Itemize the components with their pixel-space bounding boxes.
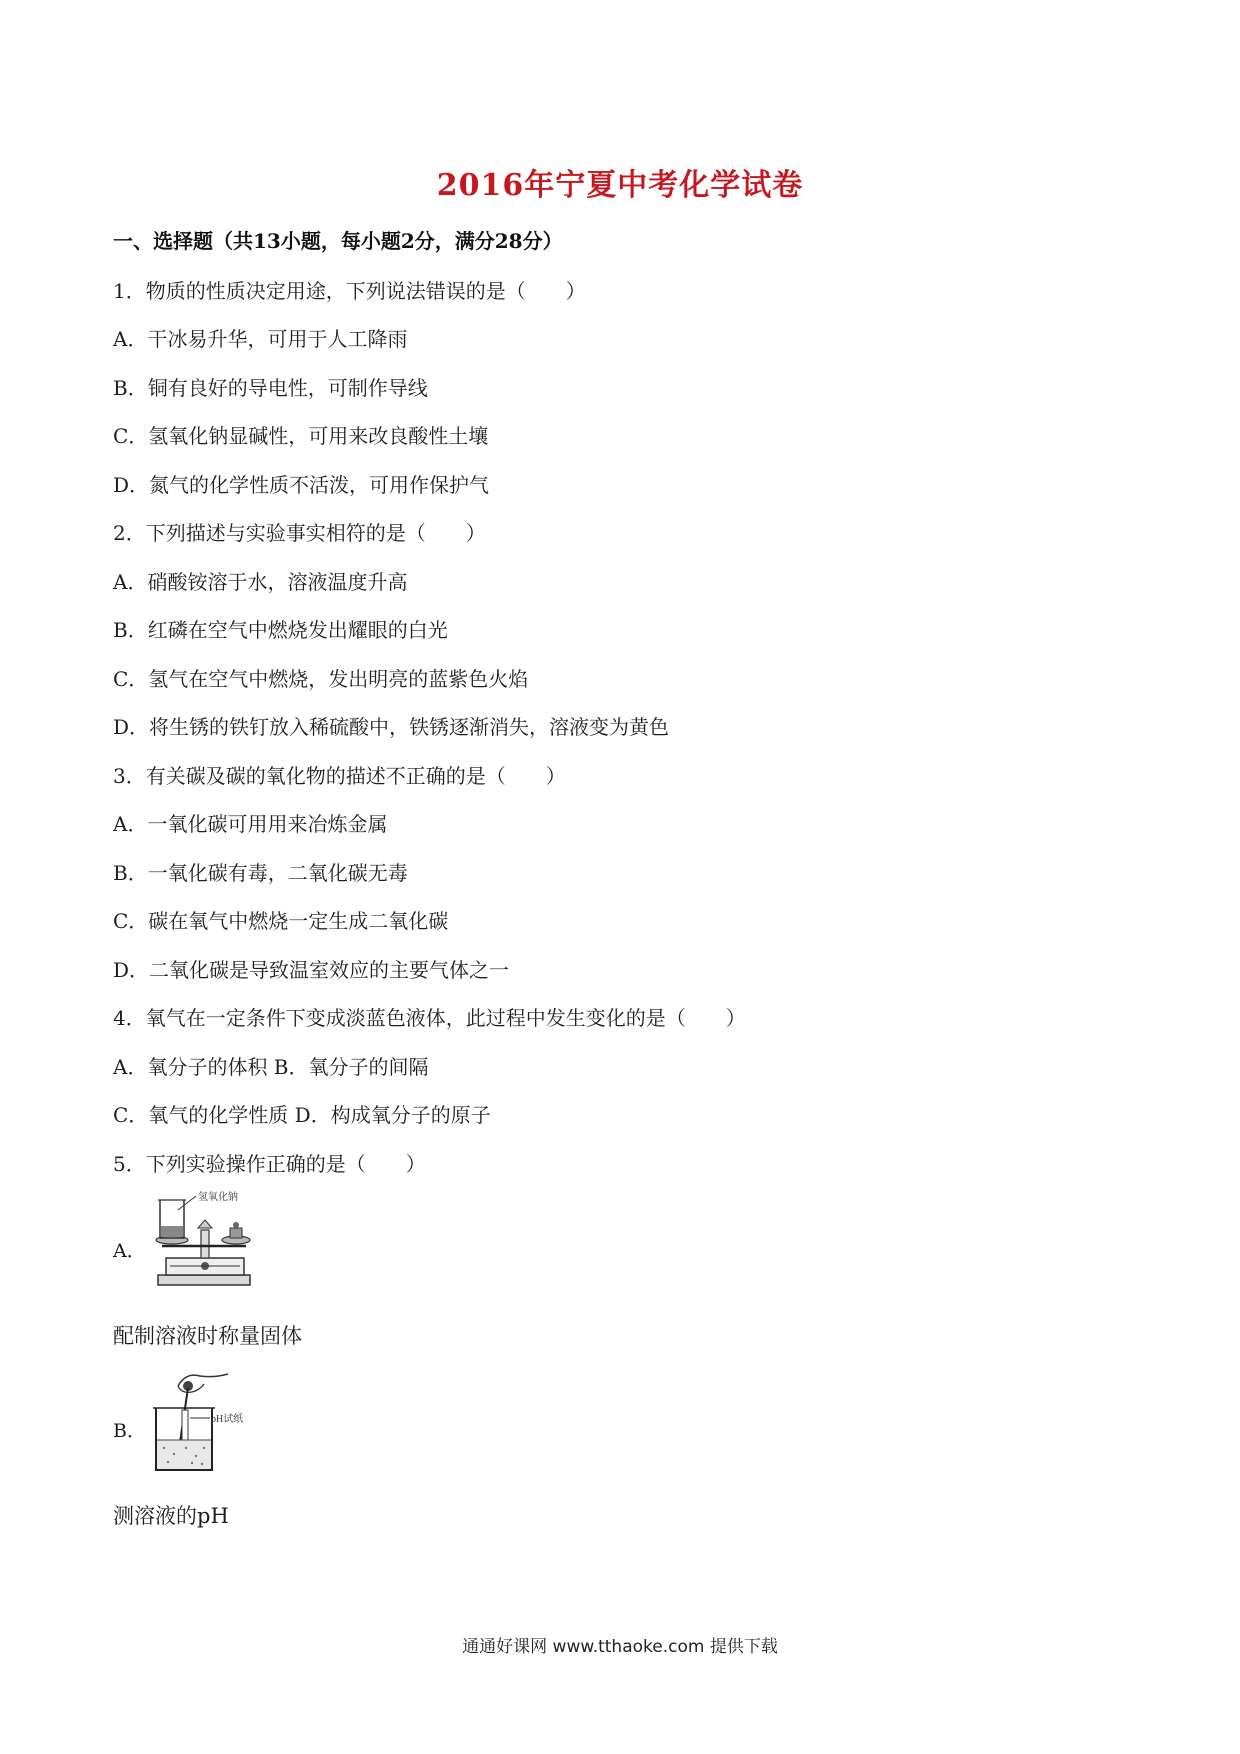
question-5-option-a-caption: 配制溶液时称量固体 [113, 1324, 302, 1348]
question-2-option-a: A．硝酸铵溶于水，溶液温度升高 [113, 570, 408, 594]
page-footer: 通通好课网 www.tthaoke.com 提供下载 [462, 1637, 778, 1657]
question-5-option-b-caption: 测溶液的pH [113, 1504, 229, 1528]
question-3-stem: 3．有关碳及碳的氧化物的描述不正确的是（ ） [113, 764, 566, 788]
question-1-stem: 1．物质的性质决定用途，下列说法错误的是（ ） [113, 279, 586, 303]
question-1-option-c: C．氢氧化钠显碱性，可用来改良酸性土壤 [113, 424, 489, 448]
exam-title: 2016年宁夏中考化学试卷 [436, 168, 804, 203]
question-2-option-b: B．红磷在空气中燃烧发出耀眼的白光 [113, 618, 448, 642]
question-2-option-d: D．将生锈的铁钉放入稀硫酸中，铁锈逐渐消失，溶液变为黄色 [113, 715, 670, 739]
question-1-option-b: B．铜有良好的导电性，可制作导线 [113, 376, 428, 400]
section-heading: 一、选择题（共13小题，每小题2分，满分28分） [113, 229, 563, 253]
question-1-option-d: D．氮气的化学性质不活泼，可用作保护气 [113, 473, 490, 497]
ph-test-beaker-icon [148, 1368, 258, 1478]
question-4-options-cd: C．氧气的化学性质 D．构成氧分子的原子 [113, 1103, 491, 1127]
question-5-option-a-label: A． [113, 1240, 146, 1262]
question-2-option-c: C．氢气在空气中燃烧，发出明亮的蓝紫色火焰 [113, 667, 529, 691]
question-2-stem: 2．下列描述与实验事实相符的是（ ） [113, 521, 486, 545]
question-5-stem: 5．下列实验操作正确的是（ ） [113, 1152, 426, 1176]
question-1-option-a: A．干冰易升华，可用于人工降雨 [113, 327, 408, 351]
balance-scale-icon [148, 1190, 258, 1290]
question-3-option-c: C．碳在氧气中燃烧一定生成二氧化碳 [113, 909, 449, 933]
question-3-option-d: D．二氧化碳是导致温室效应的主要气体之一 [113, 958, 510, 982]
question-3-option-b: B．一氧化碳有毒，二氧化碳无毒 [113, 861, 408, 885]
balance-figure-label: 氢氧化钠 [198, 1192, 238, 1203]
question-5-option-b-label: B． [113, 1420, 146, 1442]
question-3-option-a: A．一氧化碳可用用来冶炼金属 [113, 812, 388, 836]
question-4-options-ab: A．氧分子的体积 B．氧分子的间隔 [113, 1055, 429, 1079]
question-4-stem: 4．氧气在一定条件下变成淡蓝色液体，此过程中发生变化的是（ ） [113, 1006, 746, 1030]
ph-figure-label: pH试纸 [211, 1414, 244, 1425]
